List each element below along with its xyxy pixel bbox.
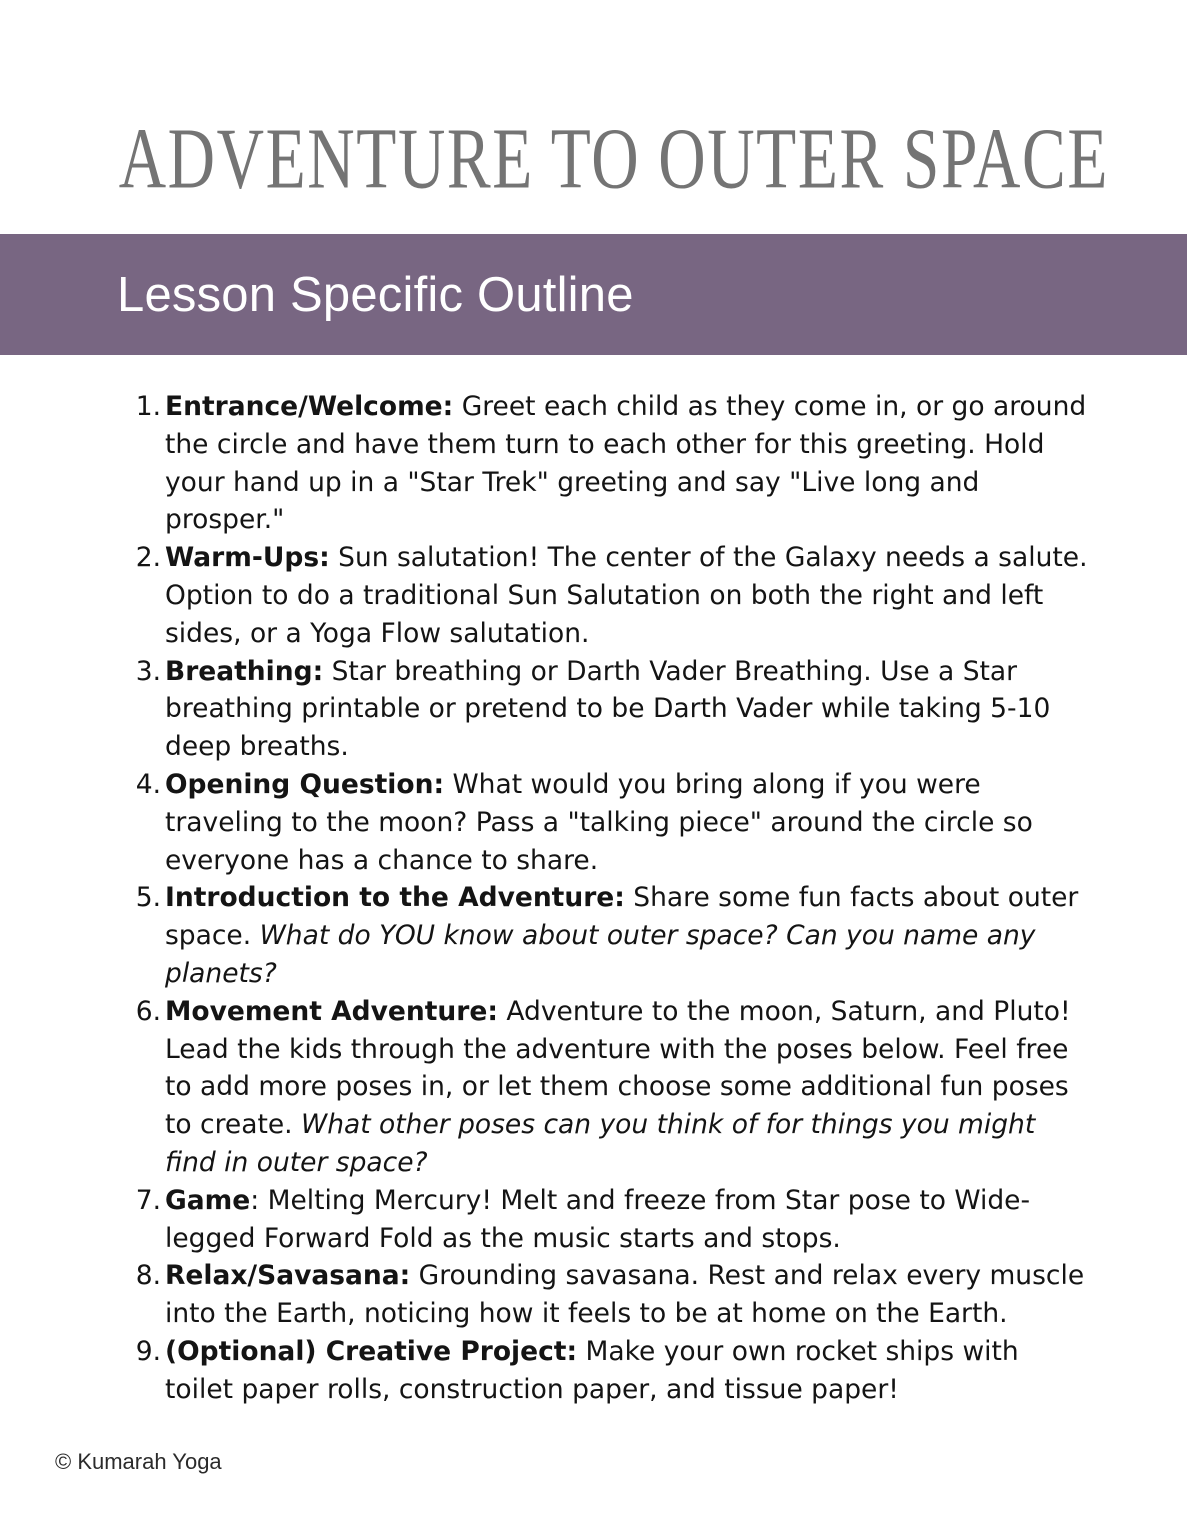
outline-item-lead: Warm-Ups: <box>165 542 330 574</box>
outline-item-body: Share some fun facts about outer space. <box>165 882 1079 952</box>
outline-item-lead: Relax/Savasana: <box>165 1260 411 1292</box>
outline-item-body: Make your own rocket ships with toilet paper rolls, construction paper, and tissue paper! <box>165 1335 1019 1405</box>
outline-item-body: What would you bring along if you were traveling to the moon? Pass a "talking piece" around the circle so everyone has a chance to share. <box>165 768 1033 876</box>
outline-item <box>165 1333 1092 1409</box>
outline-item-lead: (Optional) Creative Project: <box>165 1335 578 1367</box>
outline-item-lead: Breathing: <box>165 655 324 687</box>
outline-item-body: Grounding savasana. Rest and relax every muscle into the Earth, noticing how it feels to be at home on the Earth. <box>165 1260 1085 1330</box>
outline-item-emphasis: What other poses can you think of for things you might find in outer space? <box>165 1109 1036 1178</box>
outline-item <box>165 388 1092 539</box>
page-title: ADVENTURE TO OUTER SPACE <box>118 110 1110 207</box>
outline-item-body: Adventure to the moon, Saturn, and Pluto! Lead the kids through the adventure with the poses below. Feel free to add more poses in, or let them choose some additional fun poses to create. <box>165 995 1071 1141</box>
outline-item-lead: Introduction to the Adventure: <box>165 882 625 914</box>
outline-item <box>165 879 1092 992</box>
outline-item <box>165 539 1092 652</box>
outline-item-emphasis: What do YOU know about outer space? Can you name any planets? <box>165 920 1036 989</box>
outline-item-lead: Opening Question: <box>165 768 445 800</box>
footer-copyright: © Kumarah Yoga <box>55 1449 222 1474</box>
outline-item-lead: Entrance/Welcome: <box>165 391 454 422</box>
outline-item-body: : Melting Mercury! Melt and freeze from Star pose to Wide-legged Forward Fold as the music starts and stops. <box>165 1184 1031 1254</box>
outline-item <box>165 653 1092 766</box>
outline-item <box>165 766 1092 879</box>
outline-item-body: Sun salutation! The center of the Galaxy needs a salute. Option to do a traditional Sun Salutation on both the right and left sides, or a Yoga Flow salutation. <box>165 542 1088 649</box>
outline-item <box>165 1257 1092 1333</box>
outline-item-body: Greet each child as they come in, or go around the circle and have them turn to each other for this greeting. Hold your hand up in a "Star Trek" greeting and say "Live long and prosper." <box>165 391 1087 536</box>
outline-item-lead: Game <box>165 1184 251 1216</box>
section-banner-heading: Lesson Specific Outline <box>117 267 634 322</box>
outline-item-lead: Movement Adventure: <box>165 995 498 1027</box>
outline-item <box>165 993 1092 1182</box>
section-banner <box>0 234 1187 355</box>
outline-item <box>165 1182 1092 1258</box>
lesson-outline <box>0 388 1187 1409</box>
outline-list <box>0 388 1187 1409</box>
outline-item-body: Star breathing or Darth Vader Breathing. Use a Star breathing printable or pretend to be Darth Vader while taking 5-10 deep breaths. <box>165 655 1051 763</box>
